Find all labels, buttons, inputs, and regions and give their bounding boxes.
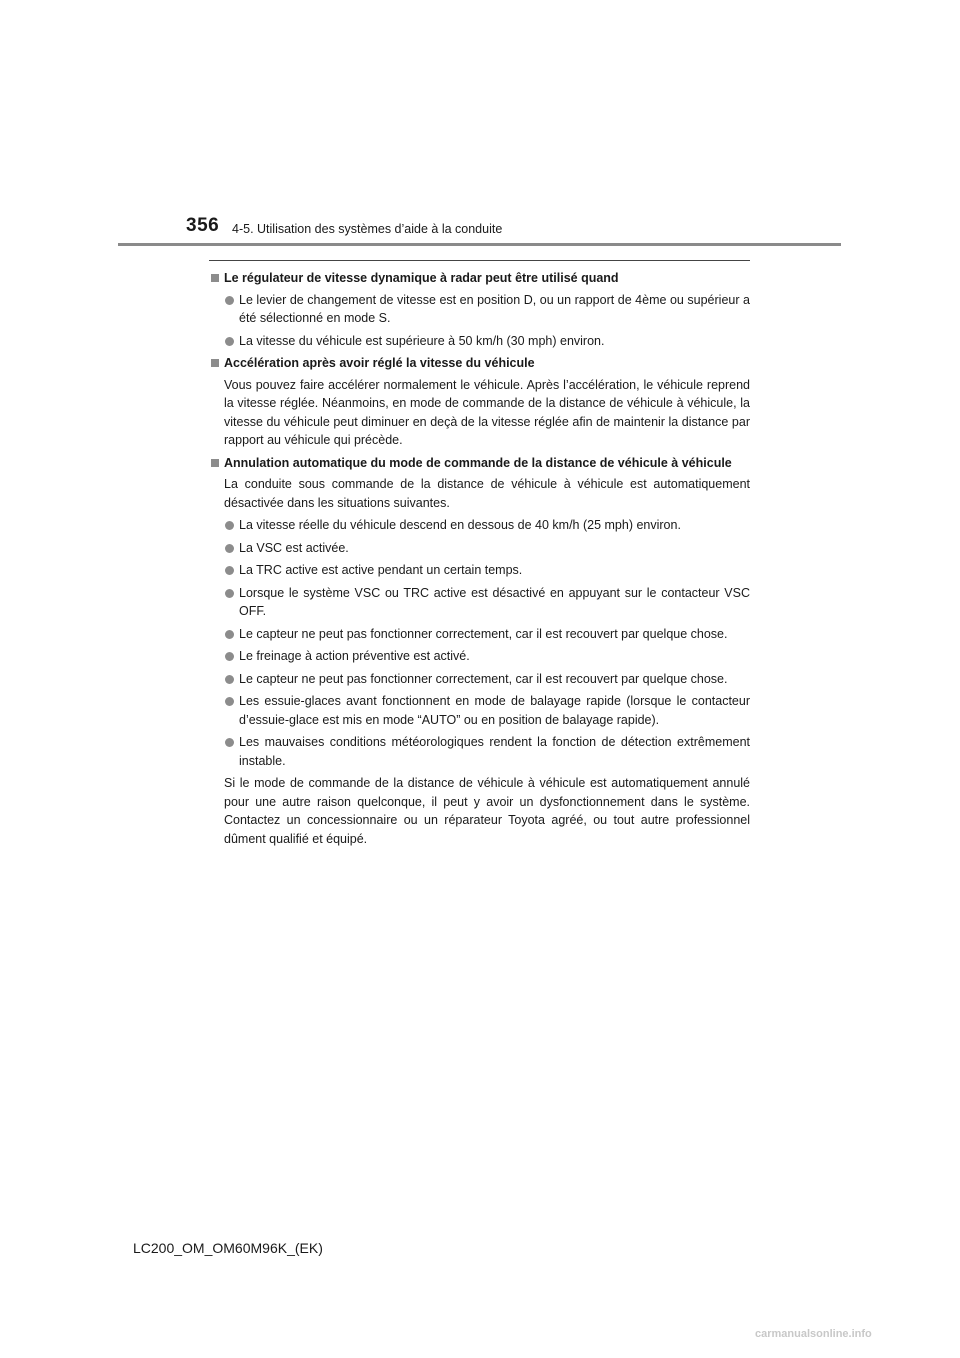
page-content bbox=[209, 260, 750, 852]
header-rule bbox=[118, 243, 841, 246]
watermark: carmanualsonline.info bbox=[755, 1328, 872, 1340]
topic-title: Accélération après avoir réglé la vitesse du véhicule bbox=[224, 356, 535, 370]
list-item-text: Les mauvaises conditions météorologiques rendent la fonction de détection extrêmement instable. bbox=[239, 735, 750, 768]
paragraph: Vous pouvez faire accélérer normalement le véhicule. Après l’accélération, le véhicule reprend la vitesse réglée. Néanmoins, en mode de commande de la distance de véhicule à véhicule, la vitesse du véhicule peut diminuer en deçà de la vitesse réglée afin de maintenir la distance par rapport au véhicule qui précède. bbox=[224, 377, 750, 447]
topic-radar-cruise-conditions bbox=[209, 269, 750, 350]
topic-heading bbox=[209, 269, 750, 288]
list-item-text: La vitesse du véhicule est supérieure à 50 km/h (30 mph) environ. bbox=[239, 333, 605, 348]
list-item-text: La TRC active est active pendant un certain temps. bbox=[239, 563, 523, 577]
topic-automatic-cancellation bbox=[209, 454, 750, 849]
round-bullet-icon bbox=[225, 675, 234, 684]
round-bullet-icon bbox=[225, 521, 234, 530]
list-item-text: Les essuie-glaces avant fonctionnent en mode de balayage rapide (lorsque le contacteur d’essuie-glace est mis en mode “AUTO” ou en position de balayage rapide). bbox=[239, 694, 750, 727]
list-item bbox=[209, 332, 750, 351]
square-bullet-icon bbox=[211, 274, 219, 282]
paragraph: La conduite sous commande de la distance de véhicule à véhicule est automatiquement désactivée dans les situations suivantes. bbox=[224, 477, 750, 510]
list-item bbox=[209, 291, 750, 328]
list-item bbox=[209, 625, 750, 644]
page-number: 356 bbox=[186, 215, 220, 236]
topic-title: Le régulateur de vitesse dynamique à radar peut être utilisé quand bbox=[224, 271, 619, 285]
topic-title: Annulation automatique du mode de commande de la distance de véhicule à véhicule bbox=[224, 455, 732, 470]
round-bullet-icon bbox=[225, 296, 234, 305]
list-item-text: Le capteur ne peut pas fonctionner correctement, car il est recouvert par quelque chose. bbox=[239, 626, 728, 641]
list-item bbox=[209, 561, 750, 580]
paragraph: Si le mode de commande de la distance de véhicule à véhicule est automatiquement annulé pour une autre raison quelconque, il peut y avoir un dysfonctionnement dans le système. Contactez un concessionnaire ou un réparateur Toyota agréé, ou tout autre professionnel dûment qualifié et équipé. bbox=[224, 776, 750, 846]
topic-heading bbox=[209, 354, 750, 373]
list-item-text: Le capteur ne peut pas fonctionner correctement, car il est recouvert par quelque chose. bbox=[239, 671, 728, 686]
list-item bbox=[209, 584, 750, 621]
round-bullet-icon bbox=[225, 544, 234, 553]
round-bullet-icon bbox=[225, 630, 234, 639]
list-item-text: Le levier de changement de vitesse est en position D, ou un rapport de 4ème ou supérieur a été sélectionné en mode S. bbox=[239, 292, 750, 325]
round-bullet-icon bbox=[225, 738, 234, 747]
list-item bbox=[209, 539, 750, 558]
round-bullet-icon bbox=[225, 697, 234, 706]
list-item bbox=[209, 692, 750, 729]
round-bullet-icon bbox=[225, 566, 234, 575]
round-bullet-icon bbox=[225, 337, 234, 346]
list-item bbox=[209, 670, 750, 689]
round-bullet-icon bbox=[225, 652, 234, 661]
list-item bbox=[209, 733, 750, 770]
section-title: 4-5. Utilisation des systèmes d’aide à la conduite bbox=[232, 222, 503, 236]
round-bullet-icon bbox=[225, 589, 234, 598]
square-bullet-icon bbox=[211, 359, 219, 367]
list-item-text: Le freinage à action préventive est activé. bbox=[239, 649, 470, 663]
topic-heading bbox=[209, 454, 750, 473]
list-item bbox=[209, 647, 750, 666]
square-bullet-icon bbox=[211, 459, 219, 467]
list-item-text: La vitesse réelle du véhicule descend en dessous de 40 km/h (25 mph) environ. bbox=[239, 518, 681, 532]
list-item-text: Lorsque le système VSC ou TRC active est désactivé en appuyant sur le contacteur VSC OFF. bbox=[239, 585, 750, 618]
topic-acceleration bbox=[209, 354, 750, 450]
document-code: LC200_OM_OM60M96K_(EK) bbox=[133, 1240, 323, 1256]
list-item-text: La VSC est activée. bbox=[239, 540, 349, 555]
list-item bbox=[209, 516, 750, 535]
